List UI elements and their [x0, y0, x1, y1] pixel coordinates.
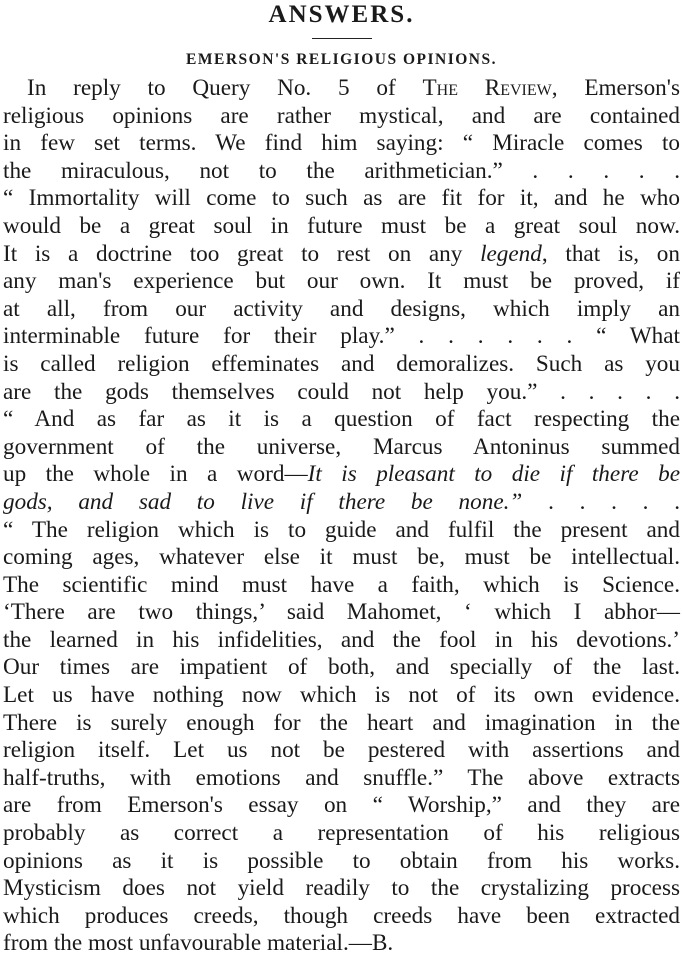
text-line	[3, 820, 680, 848]
text-line	[3, 461, 680, 489]
text-run: are from Emerson's essay on “ Worship,” and they are	[3, 792, 680, 819]
text-run: . . . . .	[522, 488, 681, 515]
text-line	[3, 185, 680, 213]
text-run: which produces creeds, though creeds have been extracted	[3, 902, 680, 929]
text-run: would be a great soul in future must be a great soul now.	[3, 212, 680, 239]
text-line	[3, 130, 680, 158]
text-line	[3, 682, 680, 710]
text-run: Mysticism does not yield readily to the crystalizing process	[3, 875, 680, 902]
text-run: “ Immortality will come to such as are fit for it, and he who	[3, 185, 680, 212]
article-title: EMERSON'S RELIGIOUS OPINIONS.	[186, 51, 497, 68]
text-run: the learned in his infidelities, and the fool in his devotions.’	[3, 626, 680, 653]
heading-rule	[312, 38, 372, 39]
text-line	[3, 599, 680, 627]
text-line	[3, 517, 680, 545]
text-line	[3, 489, 680, 517]
text-run: It is a doctrine too great to rest on any	[3, 240, 481, 267]
text-run: , that is, on	[541, 240, 680, 267]
text-line	[3, 296, 680, 324]
small-caps-text: The Review	[422, 75, 552, 101]
text-run: is called religion effeminates and demoralizes. Such as you	[3, 350, 680, 377]
text-line	[3, 158, 680, 186]
text-run: are the gods themselves could not help you.” . . . . .	[3, 378, 680, 405]
text-run: religious opinions are rather mystical, and are contained	[3, 102, 680, 129]
text-run: “ And as far as it is a question of fact respecting the	[3, 406, 680, 433]
text-run: any man's experience but our own. It must be proved, if	[3, 268, 680, 295]
text-run: up the whole in a word—	[3, 461, 308, 488]
text-run: interminable future for their play.” . . . . . . “ What	[3, 323, 680, 350]
text-line	[3, 351, 680, 379]
text-run: Our times are impatient of both, and specially of the last.	[3, 654, 680, 681]
text-run: from the most unfavourable material.—B.	[3, 930, 394, 957]
text-line	[3, 875, 680, 903]
text-line	[3, 572, 680, 600]
text-line	[3, 792, 680, 820]
text-line	[3, 75, 680, 103]
text-line	[3, 406, 680, 434]
section-heading: ANSWERS.	[268, 1, 415, 28]
text-line	[3, 654, 680, 682]
text-line	[3, 323, 680, 351]
text-line	[3, 627, 680, 655]
text-line	[3, 848, 680, 876]
text-line	[3, 737, 680, 765]
text-run: coming ages, whatever else it must be, must be intellectual.	[3, 544, 680, 571]
text-run: government of the universe, Marcus Antoninus summed	[3, 433, 680, 460]
text-run: religion itself. Let us not be pestered with assertions and	[3, 737, 680, 764]
text-line	[3, 379, 680, 407]
text-run: The scientific mind must have a faith, which is Science.	[3, 571, 680, 598]
article-body	[3, 75, 680, 958]
text-run: , Emerson's	[551, 75, 680, 101]
italic-text: gods, and sad to live if there be none.”	[3, 488, 523, 515]
text-line	[3, 268, 680, 296]
text-line	[3, 103, 680, 131]
text-run: probably as correct a representation of his religious	[3, 820, 680, 847]
italic-text: legend	[480, 240, 542, 267]
text-run: at all, from our activity and designs, which imply an	[3, 295, 680, 322]
text-run: opinions as it is possible to obtain from his works.	[3, 847, 680, 874]
italic-text: It is pleasant to die if there be	[307, 461, 680, 488]
text-line	[3, 434, 680, 462]
text-run: the miraculous, not to the arithmetician.” . . . . .	[3, 157, 680, 184]
text-line	[3, 765, 680, 793]
text-run: In reply to Query No. 5 of	[27, 75, 423, 101]
text-line	[3, 930, 680, 958]
text-run: half-truths, with emotions and snuffle.” The above extracts	[3, 764, 680, 791]
text-run: There is surely enough for the heart and imagination in the	[3, 709, 680, 736]
text-run: Let us have nothing now which is not of its own evidence.	[3, 682, 680, 709]
text-line	[3, 241, 680, 269]
text-line	[3, 903, 680, 931]
text-line	[3, 710, 680, 738]
text-line	[3, 544, 680, 572]
text-run: “ The religion which is to guide and fulfil the present and	[3, 516, 680, 543]
text-run: ‘There are two things,’ said Mahomet, ‘ which I abhor—	[3, 599, 680, 626]
text-line	[3, 213, 680, 241]
text-run: in few set terms. We find him saying: “ Miracle comes to	[3, 130, 680, 157]
